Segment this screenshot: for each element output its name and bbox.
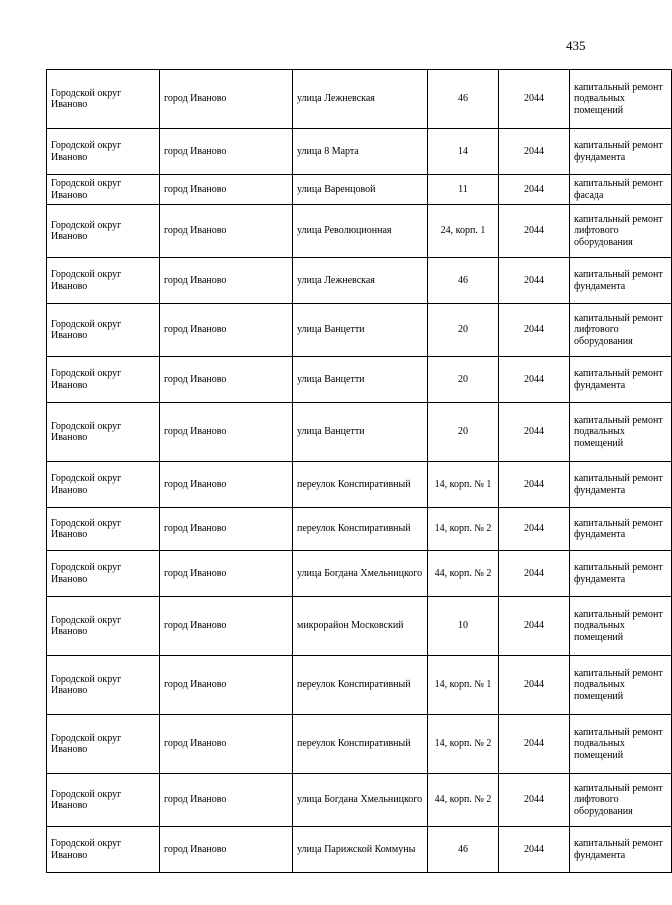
table-row <box>47 656 672 715</box>
cell-okrug: Городской округ Иваново <box>47 304 160 357</box>
cell-city: город Иваново <box>160 70 293 129</box>
table-row <box>47 508 672 551</box>
cell-work-type: капитальный ремонт фундамента <box>570 462 672 508</box>
cell-city: город Иваново <box>160 656 293 715</box>
cell-year: 2044 <box>499 175 570 205</box>
table-row <box>47 715 672 774</box>
cell-city: город Иваново <box>160 551 293 597</box>
cell-work-type: капитальный ремонт подвальных помещений <box>570 403 672 462</box>
cell-year: 2044 <box>499 774 570 827</box>
cell-street: улица Лежневская <box>293 70 428 129</box>
cell-work-type: капитальный ремонт фундамента <box>570 508 672 551</box>
cell-house: 14, корп. № 2 <box>428 508 499 551</box>
cell-street: улица Ванцетти <box>293 403 428 462</box>
table-row <box>47 258 672 304</box>
cell-city: город Иваново <box>160 774 293 827</box>
cell-house: 14 <box>428 129 499 175</box>
cell-street: улица 8 Марта <box>293 129 428 175</box>
cell-house: 46 <box>428 258 499 304</box>
cell-house: 44, корп. № 2 <box>428 551 499 597</box>
cell-street: улица Ванцетти <box>293 304 428 357</box>
cell-year: 2044 <box>499 258 570 304</box>
cell-city: город Иваново <box>160 129 293 175</box>
cell-city: город Иваново <box>160 258 293 304</box>
cell-house: 10 <box>428 597 499 656</box>
cell-year: 2044 <box>499 508 570 551</box>
cell-work-type: капитальный ремонт фундамента <box>570 129 672 175</box>
cell-house: 46 <box>428 827 499 873</box>
table-row <box>47 462 672 508</box>
cell-house: 24, корп. 1 <box>428 205 499 258</box>
cell-work-type: капитальный ремонт подвальных помещений <box>570 656 672 715</box>
cell-work-type: капитальный ремонт подвальных помещений <box>570 70 672 129</box>
table-row <box>47 827 672 873</box>
cell-work-type: капитальный ремонт лифтового оборудования <box>570 774 672 827</box>
cell-okrug: Городской округ Иваново <box>47 551 160 597</box>
cell-work-type: капитальный ремонт подвальных помещений <box>570 715 672 774</box>
table-row <box>47 357 672 403</box>
cell-street: переулок Конспиративный <box>293 462 428 508</box>
cell-street: улица Ванцетти <box>293 357 428 403</box>
cell-street: переулок Конспиративный <box>293 656 428 715</box>
cell-year: 2044 <box>499 403 570 462</box>
table-row <box>47 403 672 462</box>
cell-house: 14, корп. № 1 <box>428 462 499 508</box>
cell-year: 2044 <box>499 597 570 656</box>
cell-year: 2044 <box>499 304 570 357</box>
cell-street: микрорайон Московский <box>293 597 428 656</box>
cell-work-type: капитальный ремонт фундамента <box>570 357 672 403</box>
cell-okrug: Городской округ Иваново <box>47 129 160 175</box>
page-number: 435 <box>566 38 586 53</box>
cell-okrug: Городской округ Иваново <box>47 205 160 258</box>
cell-year: 2044 <box>499 357 570 403</box>
table-row <box>47 551 672 597</box>
cell-year: 2044 <box>499 462 570 508</box>
cell-okrug: Городской округ Иваново <box>47 357 160 403</box>
cell-year: 2044 <box>499 70 570 129</box>
cell-city: город Иваново <box>160 175 293 205</box>
cell-okrug: Городской округ Иваново <box>47 656 160 715</box>
cell-house: 44, корп. № 2 <box>428 774 499 827</box>
table-row <box>47 597 672 656</box>
cell-okrug: Городской округ Иваново <box>47 70 160 129</box>
cell-house: 20 <box>428 403 499 462</box>
cell-okrug: Городской округ Иваново <box>47 462 160 508</box>
cell-house: 46 <box>428 70 499 129</box>
cell-year: 2044 <box>499 715 570 774</box>
table-row <box>47 304 672 357</box>
cell-work-type: капитальный ремонт лифтового оборудования <box>570 205 672 258</box>
cell-work-type: капитальный ремонт фундамента <box>570 827 672 873</box>
cell-work-type: капитальный ремонт фасада <box>570 175 672 205</box>
table-row <box>47 774 672 827</box>
table-row <box>47 129 672 175</box>
cell-street: улица Лежневская <box>293 258 428 304</box>
cell-work-type: капитальный ремонт фундамента <box>570 551 672 597</box>
cell-street: переулок Конспиративный <box>293 715 428 774</box>
cell-city: город Иваново <box>160 827 293 873</box>
table-row <box>47 70 672 129</box>
cell-city: город Иваново <box>160 205 293 258</box>
cell-house: 20 <box>428 357 499 403</box>
cell-okrug: Городской округ Иваново <box>47 597 160 656</box>
cell-year: 2044 <box>499 551 570 597</box>
cell-city: город Иваново <box>160 597 293 656</box>
cell-street: переулок Конспиративный <box>293 508 428 551</box>
cell-okrug: Городской округ Иваново <box>47 774 160 827</box>
cell-okrug: Городской округ Иваново <box>47 827 160 873</box>
cell-house: 20 <box>428 304 499 357</box>
cell-city: город Иваново <box>160 462 293 508</box>
cell-work-type: капитальный ремонт подвальных помещений <box>570 597 672 656</box>
cell-house: 11 <box>428 175 499 205</box>
table-body <box>47 70 672 873</box>
cell-year: 2044 <box>499 827 570 873</box>
cell-street: улица Революционная <box>293 205 428 258</box>
repair-schedule-table <box>46 69 672 873</box>
table-row <box>47 205 672 258</box>
cell-house: 14, корп. № 2 <box>428 715 499 774</box>
cell-street: улица Варенцовой <box>293 175 428 205</box>
cell-okrug: Городской округ Иваново <box>47 175 160 205</box>
cell-city: город Иваново <box>160 403 293 462</box>
cell-okrug: Городской округ Иваново <box>47 403 160 462</box>
cell-city: город Иваново <box>160 304 293 357</box>
cell-city: город Иваново <box>160 715 293 774</box>
cell-work-type: капитальный ремонт лифтового оборудования <box>570 304 672 357</box>
cell-year: 2044 <box>499 205 570 258</box>
cell-okrug: Городской округ Иваново <box>47 258 160 304</box>
table-row <box>47 175 672 205</box>
cell-street: улица Парижской Коммуны <box>293 827 428 873</box>
cell-city: город Иваново <box>160 357 293 403</box>
cell-city: город Иваново <box>160 508 293 551</box>
cell-okrug: Городской округ Иваново <box>47 715 160 774</box>
cell-street: улица Богдана Хмельницкого <box>293 551 428 597</box>
cell-year: 2044 <box>499 129 570 175</box>
cell-house: 14, корп. № 1 <box>428 656 499 715</box>
cell-year: 2044 <box>499 656 570 715</box>
cell-street: улица Богдана Хмельницкого <box>293 774 428 827</box>
cell-work-type: капитальный ремонт фундамента <box>570 258 672 304</box>
cell-okrug: Городской округ Иваново <box>47 508 160 551</box>
